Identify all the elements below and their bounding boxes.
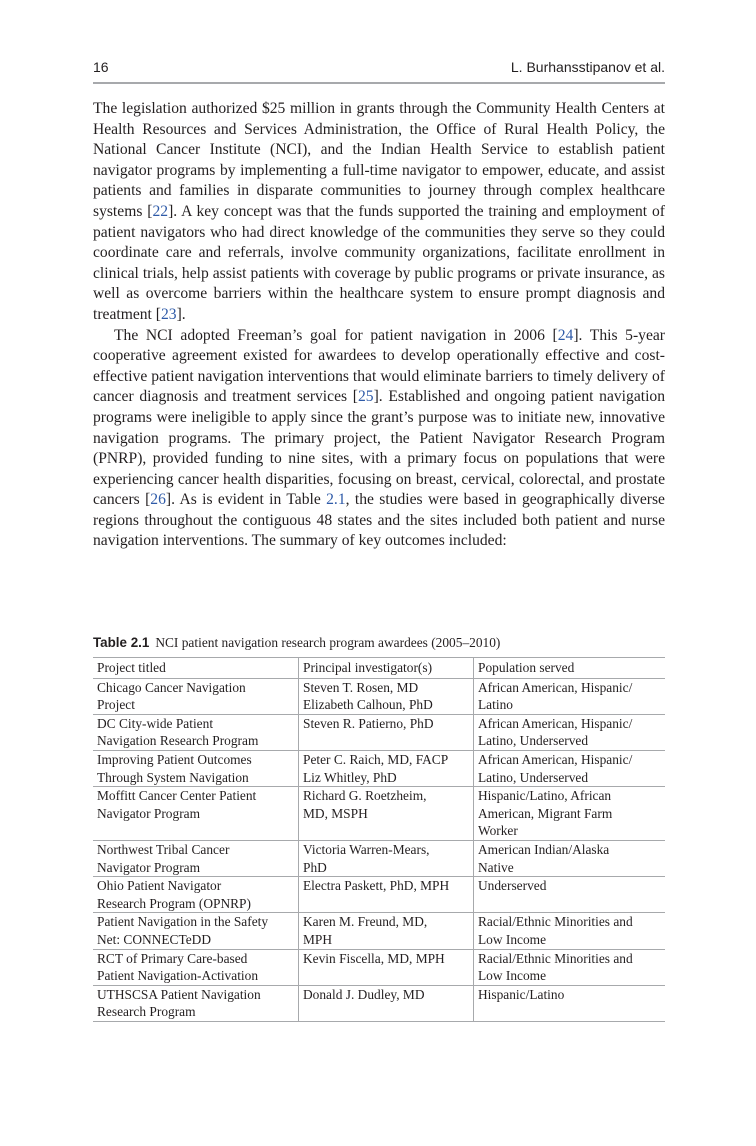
header-rule xyxy=(93,82,665,84)
cell-line: Hispanic/Latino, African xyxy=(478,788,612,804)
cell-line: Navigator Program xyxy=(97,805,201,821)
population-cell xyxy=(474,877,666,913)
cell-line: African American, Hispanic/ xyxy=(478,751,633,767)
cell-line: Latino, Underserved xyxy=(478,769,589,785)
project-cell xyxy=(93,877,299,913)
cell-line: Northwest Tribal Cancer xyxy=(97,841,230,857)
cell-line: PhD xyxy=(303,859,327,875)
cell-line: Latino, Underserved xyxy=(478,733,589,749)
awardees-table xyxy=(93,657,665,1022)
cell-line: Improving Patient Outcomes xyxy=(97,751,252,767)
citation-link[interactable]: 26 xyxy=(150,491,166,509)
cell-line: Liz Whitley, PhD xyxy=(303,769,397,785)
cell-line: RCT of Primary Care-based xyxy=(97,950,248,966)
cell-line: DC City-wide Patient xyxy=(97,715,214,731)
cell-line: MPH xyxy=(303,931,333,947)
table-caption xyxy=(93,635,665,651)
population-cell xyxy=(474,787,666,841)
table-row xyxy=(93,913,665,949)
project-cell xyxy=(93,714,299,750)
page-number: 16 xyxy=(93,59,109,75)
cell-line: Navigator Program xyxy=(97,859,201,875)
table-row xyxy=(93,840,665,876)
project-cell xyxy=(93,840,299,876)
population-cell xyxy=(474,678,666,714)
cell-line: Low Income xyxy=(478,968,547,984)
paragraph-text: ]. xyxy=(176,305,186,323)
table-header-row xyxy=(93,658,665,679)
cell-line: Low Income xyxy=(478,931,547,947)
paragraph xyxy=(93,99,665,326)
population-cell xyxy=(474,840,666,876)
paragraph-text: ]. This 5-year cooperative agreement existed for awardees to develop operationally effective and cost-effective patient navigation interventions that would eliminate barriers to timely delivery of cancer diagnosis and treatment services [ xyxy=(93,326,666,406)
cell-line: Latino xyxy=(478,697,513,713)
cell-line: Racial/Ethnic Minorities and xyxy=(478,950,633,966)
citation-link[interactable]: 23 xyxy=(160,305,177,323)
paragraph-text: The legislation authorized $25 million in grants through the Community Health Centers at Health Resources and Services Administration, the Office of Rural Health Policy, the National Cancer Institute (NCI), and the Indian Health Service to establish patient navigator programs by implementing a full-time navigator to empower, educate, and assist patients and families in disparate communities to journey through complex healthcare systems [ xyxy=(93,100,665,220)
cell-line: Net: CONNECTeDD xyxy=(97,931,211,947)
investigator-cell xyxy=(299,877,474,913)
table-label: Table 2.1 xyxy=(93,635,150,650)
cell-line: Research Program xyxy=(97,1004,196,1020)
project-cell xyxy=(93,913,299,949)
project-cell xyxy=(93,678,299,714)
table-row xyxy=(93,787,665,841)
table-row xyxy=(93,678,665,714)
cell-line: Peter C. Raich, MD, FACP xyxy=(303,751,449,767)
column-header-project: Project titled xyxy=(93,658,299,679)
population-cell xyxy=(474,949,666,985)
citation-link[interactable]: 25 xyxy=(357,388,374,406)
cell-line: Racial/Ethnic Minorities and xyxy=(478,914,633,930)
paragraph-text: ]. As is evident in Table xyxy=(165,491,327,509)
cell-line: Chicago Cancer Navigation xyxy=(97,679,246,695)
population-cell xyxy=(474,985,666,1021)
cell-line: Electra Paskett, PhD, MPH xyxy=(303,878,450,894)
table-body xyxy=(93,678,665,1021)
cell-line: Research Program (OPNRP) xyxy=(97,895,251,911)
investigator-cell xyxy=(299,949,474,985)
cell-line: African American, Hispanic/ xyxy=(478,679,633,695)
cell-line: Through System Navigation xyxy=(97,769,249,785)
cell-line: African American, Hispanic/ xyxy=(478,715,633,731)
running-head-authors: L. Burhansstipanov et al. xyxy=(510,59,665,75)
project-cell xyxy=(93,949,299,985)
investigator-cell xyxy=(299,985,474,1021)
cell-line: Ohio Patient Navigator xyxy=(97,878,222,894)
paragraph-text: ]. A key concept was that the funds supported the training and employment of patient navigators who had direct knowledge of the communities they serve so they could coordinate care and referrals, involve community organizations, facilitate enrollment in clinical trials, help assist patients with coverage by public programs or private insurance, as well as overcome barriers within the healthcare system to ensure prompt diagnosis and treatment [ xyxy=(93,202,665,323)
cell-line: Underserved xyxy=(478,878,547,894)
cell-line: Native xyxy=(478,859,514,875)
table-row xyxy=(93,714,665,750)
paragraph xyxy=(93,326,665,553)
table-row xyxy=(93,750,665,786)
paragraph-text: , the studies were based in geographically diverse regions throughout the contiguous 48 states and the sites included both patient and nurse navigation interventions. The summary of key outcomes included: xyxy=(93,491,665,550)
investigator-cell xyxy=(299,787,474,841)
project-cell xyxy=(93,985,299,1021)
population-cell xyxy=(474,750,666,786)
cell-line: Project xyxy=(97,697,135,713)
running-header xyxy=(93,59,665,83)
cell-line: UTHSCSA Patient Navigation xyxy=(97,986,261,1002)
investigator-cell xyxy=(299,840,474,876)
cell-line: Steven T. Rosen, MD xyxy=(303,679,419,695)
cell-line: Worker xyxy=(478,823,518,839)
cell-line: Kevin Fiscella, MD, MPH xyxy=(303,950,445,966)
investigator-cell xyxy=(299,913,474,949)
population-cell xyxy=(474,913,666,949)
investigator-cell xyxy=(299,750,474,786)
table-row xyxy=(93,985,665,1021)
investigator-cell xyxy=(299,678,474,714)
citation-link[interactable]: 24 xyxy=(557,326,574,344)
project-cell xyxy=(93,787,299,841)
cell-line: Donald J. Dudley, MD xyxy=(303,986,425,1002)
cell-line: Victoria Warren-Mears, xyxy=(303,841,430,857)
cell-line: Moffitt Cancer Center Patient xyxy=(97,788,257,804)
investigator-cell xyxy=(299,714,474,750)
body-text xyxy=(93,99,665,552)
cell-line: Richard G. Roetzheim, xyxy=(303,788,427,804)
table-row xyxy=(93,949,665,985)
citation-link[interactable]: 2.1 xyxy=(326,491,346,509)
paragraph-text: ]. Established and ongoing patient navigation programs were ineligible to apply since the grant’s purpose was to initiate new, innovative navigation programs. The primary project, the Patient Navigator Research Program (PNRP), provided funding to nine sites, with a primary focus on populations that were experiencing cancer health disparities, focusing on breast, cervical, colorectal, and prostate cancers [ xyxy=(93,388,665,509)
cell-line: Patient Navigation in the Safety xyxy=(97,914,269,930)
cell-line: Patient Navigation-Activation xyxy=(97,968,259,984)
cell-line: Karen M. Freund, MD, xyxy=(303,914,428,930)
population-cell xyxy=(474,714,666,750)
cell-line: Hispanic/Latino xyxy=(478,986,565,1002)
table-row xyxy=(93,877,665,913)
cell-line: Navigation Research Program xyxy=(97,733,259,749)
project-cell xyxy=(93,750,299,786)
cell-line: American, Migrant Farm xyxy=(478,805,613,821)
paragraph-text: The NCI adopted Freeman’s goal for patient navigation in 2006 [ xyxy=(114,326,558,344)
citation-link[interactable]: 22 xyxy=(152,202,169,220)
table-caption-text: NCI patient navigation research program awardees (2005–2010) xyxy=(155,635,501,650)
cell-line: American Indian/Alaska xyxy=(478,841,610,857)
column-header-investigator: Principal investigator(s) xyxy=(299,658,474,679)
cell-line: Elizabeth Calhoun, PhD xyxy=(303,697,433,713)
column-header-population: Population served xyxy=(474,658,666,679)
cell-line: Steven R. Patierno, PhD xyxy=(303,715,434,731)
cell-line: MD, MSPH xyxy=(303,805,368,821)
